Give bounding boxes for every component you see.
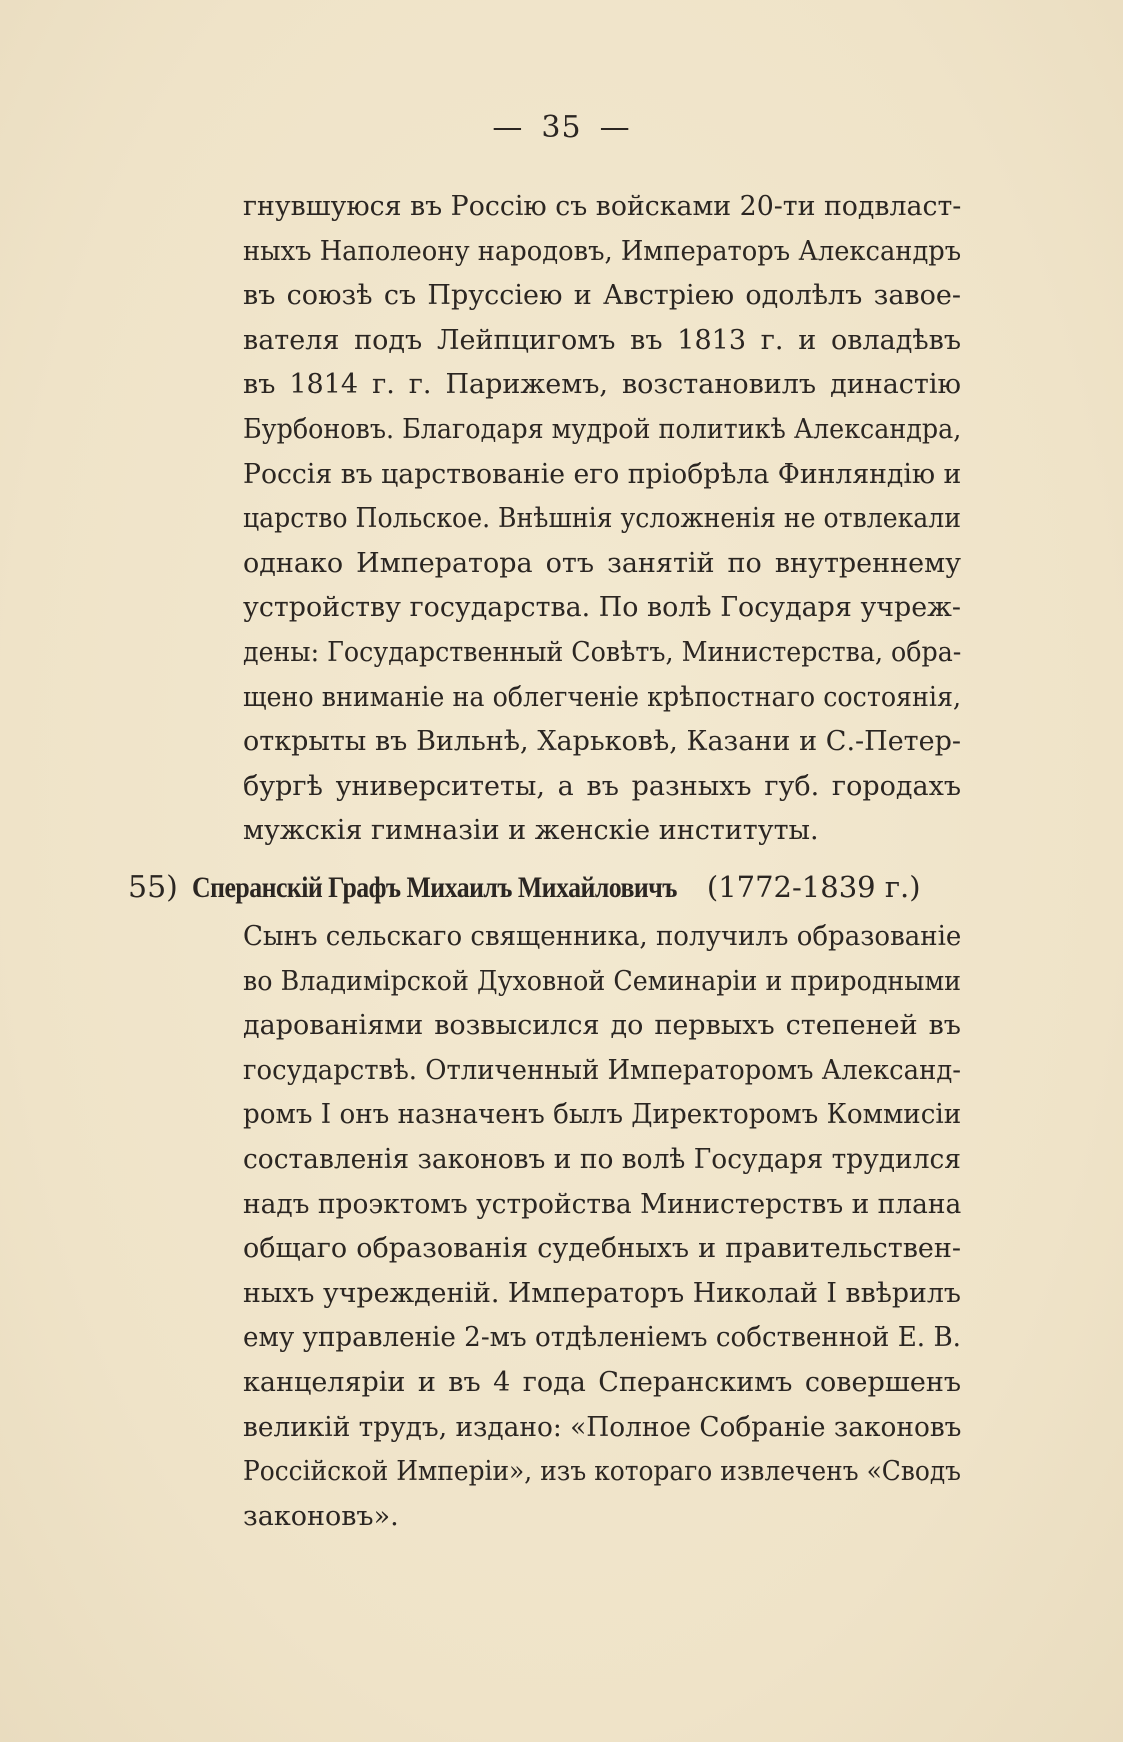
- text-line: въ союзѣ съ Пруссіею и Австріею одолѣлъ завое-: [243, 280, 961, 312]
- page-number: 35: [541, 110, 582, 145]
- page-number-dash-right: —: [599, 110, 631, 145]
- text-line: бургѣ университеты, а въ разныхъ губ. городахъ: [243, 770, 961, 802]
- entry-number: 55): [128, 870, 178, 905]
- text-line: ныхъ Наполеону народовъ, Императоръ Александръ: [243, 235, 962, 267]
- text-line: мужскія гимназіи и женскіе институты.: [243, 815, 819, 847]
- entry-body: [243, 915, 961, 1539]
- text-line: великій трудъ, издано: «Полное Собраніе законовъ: [243, 1411, 962, 1443]
- text-line: вателя подъ Лейпцигомъ въ 1813 г. и овладѣвъ: [243, 324, 961, 356]
- text-line: ромъ I онъ назначенъ былъ Директоромъ Коммисіи: [243, 1099, 962, 1131]
- text-line: гнувшуюся въ Россію съ войсками 20-ти подвласт-: [243, 191, 962, 222]
- text-line: Россійской Имперіи», изъ котораго извлеченъ «Сводъ: [243, 1456, 961, 1488]
- text-line: канцеляріи и въ 4 года Сперанскимъ совершенъ: [243, 1366, 961, 1398]
- text-line: царство Польское. Внѣшнія усложненія не отвлекали: [243, 503, 962, 535]
- text-line: однако Императора отъ занятій по внутреннему: [243, 547, 961, 579]
- paragraph-continued: [243, 185, 961, 854]
- text-line: Бурбоновъ. Благодаря мудрой политикѣ Александра,: [243, 413, 962, 445]
- entry-dates: (1772-1839 г.): [706, 870, 921, 904]
- entry-heading: [128, 870, 968, 905]
- text-line: во Владимірской Духовной Семинаріи и природными: [243, 965, 961, 997]
- text-line: открыты въ Вильнѣ, Харьковѣ, Казани и С.-Петер-: [243, 726, 961, 758]
- text-line: Россія въ царствованіе его пріобрѣла Финляндію и: [243, 458, 962, 490]
- text-line: надъ проэктомъ устройства Министерствъ и плана: [243, 1188, 962, 1220]
- entry-name: Сперанскій Графъ Михаилъ Михайловичъ: [191, 871, 677, 904]
- text-line: устройству государства. По волѣ Государя учреж-: [243, 592, 961, 624]
- page-number-dash-left: —: [492, 110, 524, 145]
- text-line: государствѣ. Отличенный Императоромъ Александ-: [243, 1054, 962, 1086]
- text-line: въ 1814 г. г. Парижемъ, возстановилъ династію: [243, 369, 961, 401]
- text-line: ныхъ учрежденій. Императоръ Николай I ввѣрилъ: [243, 1277, 961, 1309]
- text-line: дены: Государственный Совѣтъ, Министерства, обра-: [243, 636, 962, 668]
- text-line: законовъ».: [243, 1500, 399, 1532]
- text-line: щено вниманіе на облегченіе крѣпостнаго состоянія,: [243, 681, 961, 713]
- text-line: ему управленіе 2-мъ отдѣленіемъ собственной Е. В.: [243, 1322, 961, 1354]
- text-line: дарованіями возвысился до первыхъ степеней въ: [243, 1010, 961, 1042]
- text-line: общаго образованія судебныхъ и правительствен-: [243, 1233, 961, 1265]
- text-line: Сынъ сельскаго священника, получилъ образованіе: [243, 921, 962, 952]
- page-number-header: [0, 110, 1123, 145]
- text-line: составленія законовъ и по волѣ Государя трудился: [243, 1143, 961, 1175]
